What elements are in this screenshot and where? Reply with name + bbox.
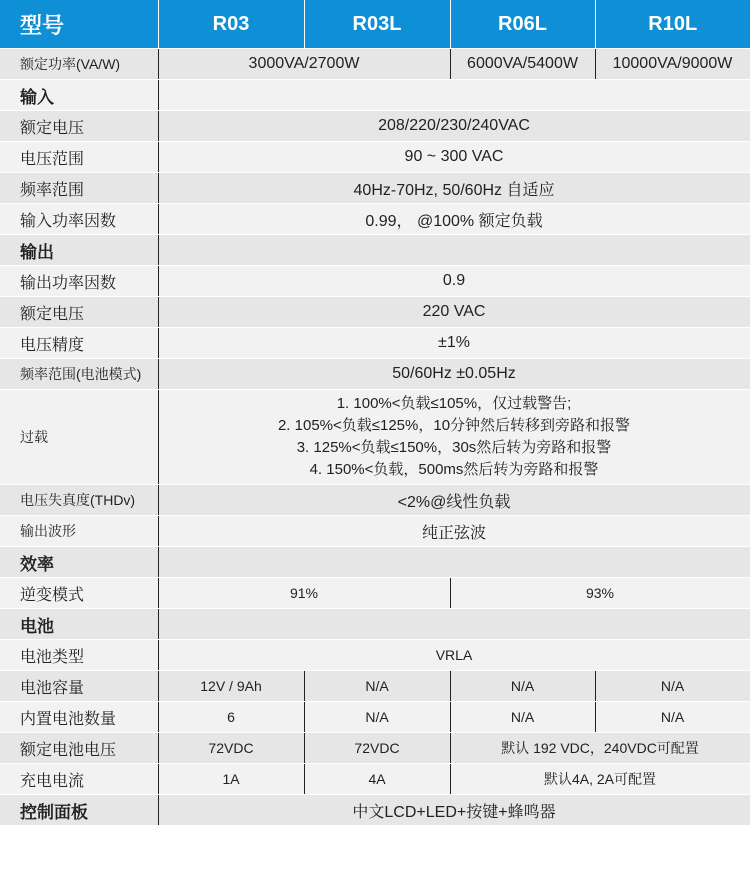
row-output-section: [0, 235, 750, 266]
label-battery-type: 电池类型: [0, 640, 158, 671]
label-output-rated-voltage: 额定电压: [0, 297, 158, 328]
battery-voltage-r06l: 默认 192 VDC，240VDC可配置: [450, 733, 750, 764]
row-input-freq-range: [0, 173, 750, 204]
overload-line-2: 2. 105%<负载≤125%，10分钟然后转移到旁路和报警: [277, 417, 631, 434]
row-waveform: [0, 516, 750, 547]
battery-capacity-r03l: N/A: [304, 671, 450, 702]
label-input-freq-range: 频率范围: [0, 173, 158, 204]
overload-line-4: 4. 150%<负载，500ms然后转为旁路和报警: [309, 461, 599, 478]
row-overload: [0, 390, 750, 485]
row-inverter-mode: [0, 578, 750, 609]
row-efficiency-section: [0, 547, 750, 578]
value-overload: [158, 390, 750, 485]
value-output-pf: 0.9: [158, 266, 750, 297]
label-thd: 电压失真度(THDv): [0, 485, 158, 516]
row-control-panel: [0, 795, 750, 826]
value-input-freq-range: 40Hz-70Hz, 50/60Hz 自适应: [158, 173, 750, 204]
row-output-rated-voltage: [0, 297, 750, 328]
inverter-mode-r03: 91%: [158, 578, 450, 609]
label-battery-voltage: 额定电池电压: [0, 733, 158, 764]
row-input-rated-voltage: [0, 111, 750, 142]
rated-power-r10l: 10000VA/9000W: [595, 49, 750, 80]
row-rated-power: [0, 49, 750, 80]
header-row: [0, 0, 750, 49]
battery-capacity-r10l: N/A: [595, 671, 750, 702]
label-charge-current: 充电电流: [0, 764, 158, 795]
label-inverter-mode: 逆变模式: [0, 578, 158, 609]
value-output-rated-voltage: 220 VAC: [158, 297, 750, 328]
model-r10l: R10L: [595, 0, 750, 49]
section-battery: 电池: [0, 609, 158, 640]
charge-current-r06l: 默认4A, 2A可配置: [450, 764, 750, 795]
row-battery-type: [0, 640, 750, 671]
battery-count-r03l: N/A: [304, 702, 450, 733]
overload-line-1: 1. 100%<负载≤105%，仅过载警告;: [336, 395, 572, 412]
rated-power-r03: 3000VA/2700W: [158, 49, 450, 80]
charge-current-r03l: 4A: [304, 764, 450, 795]
label-waveform: 输出波形: [0, 516, 158, 547]
row-output-pf: [0, 266, 750, 297]
value-waveform: 纯正弦波: [158, 516, 750, 547]
model-r03l: R03L: [304, 0, 450, 49]
value-voltage-accuracy: ±1%: [158, 328, 750, 359]
label-battery-capacity: 电池容量: [0, 671, 158, 702]
row-freq-battery: [0, 359, 750, 390]
label-control-panel: 控制面板: [0, 795, 158, 826]
label-rated-power: 额定功率(VA/W): [0, 49, 158, 80]
row-input-section: [0, 80, 750, 111]
battery-capacity-r06l: N/A: [450, 671, 595, 702]
label-voltage-accuracy: 电压精度: [0, 328, 158, 359]
section-output: 输出: [0, 235, 158, 266]
value-thd: <2%@线性负载: [158, 485, 750, 516]
label-battery-count: 内置电池数量: [0, 702, 158, 733]
row-charge-current: [0, 764, 750, 795]
battery-voltage-r03: 72VDC: [158, 733, 304, 764]
inverter-mode-r06l: 93%: [450, 578, 750, 609]
section-efficiency: 效率: [0, 547, 158, 578]
row-battery-capacity: [0, 671, 750, 702]
label-output-pf: 输出功率因数: [0, 266, 158, 297]
battery-capacity-r03: 12V / 9Ah: [158, 671, 304, 702]
value-battery-type: VRLA: [158, 640, 750, 671]
battery-count-r10l: N/A: [595, 702, 750, 733]
battery-count-r03: 6: [158, 702, 304, 733]
value-control-panel: 中文LCD+LED+按键+蜂鸣器: [158, 795, 750, 826]
row-battery-count: [0, 702, 750, 733]
row-battery-section: [0, 609, 750, 640]
model-r03: R03: [158, 0, 304, 49]
value-input-voltage-range: 90 ~ 300 VAC: [158, 142, 750, 173]
value-input-pf: 0.99， @100% 额定负载: [158, 204, 750, 235]
label-input-rated-voltage: 额定电压: [0, 111, 158, 142]
battery-voltage-r03l: 72VDC: [304, 733, 450, 764]
row-battery-voltage: [0, 733, 750, 764]
row-thd: [0, 485, 750, 516]
battery-count-r06l: N/A: [450, 702, 595, 733]
label-input-pf: 输入功率因数: [0, 204, 158, 235]
value-freq-battery: 50/60Hz ±0.05Hz: [158, 359, 750, 390]
row-input-voltage-range: [0, 142, 750, 173]
model-label: 型号: [0, 0, 158, 49]
label-overload: 过载: [0, 390, 158, 485]
row-voltage-accuracy: [0, 328, 750, 359]
label-freq-battery: 频率范围(电池模式): [0, 359, 158, 390]
model-r06l: R06L: [450, 0, 595, 49]
row-input-pf: [0, 204, 750, 235]
label-input-voltage-range: 电压范围: [0, 142, 158, 173]
value-input-rated-voltage: 208/220/230/240VAC: [158, 111, 750, 142]
section-input: 输入: [0, 80, 158, 111]
rated-power-r06l: 6000VA/5400W: [450, 49, 595, 80]
overload-line-3: 3. 125%<负载≤150%，30s然后转为旁路和报警: [296, 439, 612, 456]
charge-current-r03: 1A: [158, 764, 304, 795]
